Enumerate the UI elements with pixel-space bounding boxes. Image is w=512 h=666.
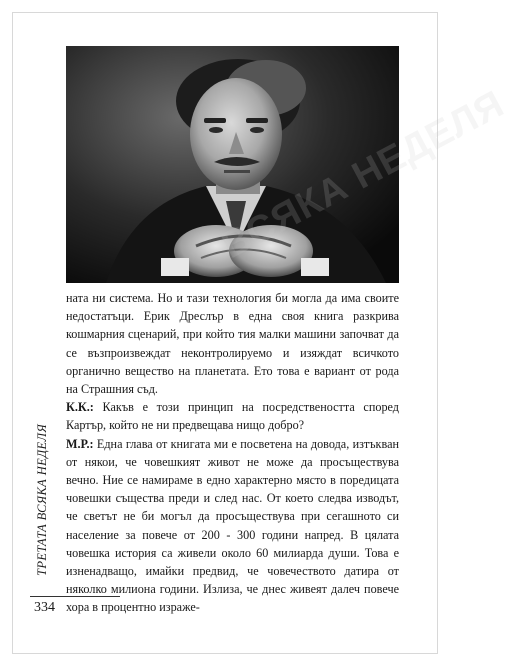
- page-number: 334: [34, 600, 55, 615]
- paragraph: ната ни система. Но и тази технология би могла да има своите недостатъци. Ерик Дреслър в една своя книга разкрива кошмарния сценарий, при който тия малки машини започват да се възпроизвеждат неконтролируемо и изяждат всичкото органично вещество на планетата. Ето това е вариант от рода на Страшния съд.: [66, 291, 399, 397]
- interviewer-initials: К.К.:: [66, 400, 94, 415]
- footer-rule: [30, 596, 120, 597]
- respondent-initials: М.Р.:: [66, 436, 94, 451]
- portrait-photo: [66, 46, 399, 283]
- answer-paragraph: [66, 435, 399, 617]
- question-text: Какъв е този принцип на посредствеността според Картър, който не ни предвещава нищо добро?: [66, 400, 399, 433]
- question-paragraph: [66, 398, 399, 434]
- portrait-image: [66, 46, 399, 283]
- answer-text: Една глава от книгата ми е посветена на довода, изтъкван от някои, че човешкият живот не може да просъществува вечно. Ние се намираме в едно характерно място в поредицата човешки същества преди и след нас. От което следва изводът, че светът не би могъл да просъществува при сегашното си население за повече от 200 - 300 години напред. В цялата човешка история са живели около 60 милиарда души. Това е изненадващо, имайки предвид, че човечеството датира от няколко милиона години. Излиза, че днес живеят далеч повече хора в процентно израже-: [66, 436, 399, 615]
- article-body: [66, 289, 399, 617]
- running-title: ТРЕТАТА ВСЯКА НЕДЕЛЯ: [35, 423, 49, 576]
- watermark-text: НЕДЕЛЯ: [345, 82, 512, 198]
